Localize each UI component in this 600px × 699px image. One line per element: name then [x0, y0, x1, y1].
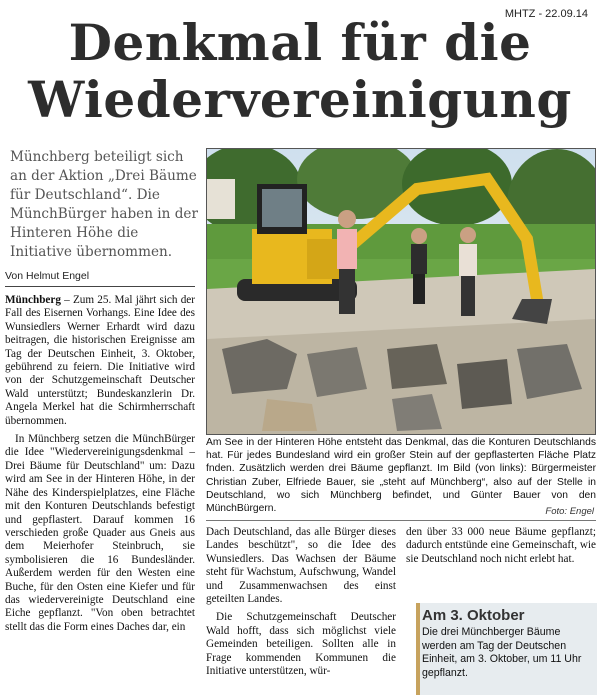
info-box-text: Die drei Münchberger Bäume werden am Tag der Deutschen Einheit, am 3. Oktober, um 11 Uhr gepflanzt.: [422, 626, 582, 679]
paragraph: Die Schutzgemeinschaft Deutscher Wald hofft, dass sich möglichst viele Gemeinden beteiligen. Sollten alle in Frage kommenden Kommunen die Initiative unterstützen, wür-: [206, 611, 396, 678]
article-column-2: [206, 526, 396, 683]
paragraph: den über 33 000 neue Bäume gepflanzt; dadurch entstünde eine Gemeinschaft, wie sie Deutschland noch nicht erlebt hat.: [406, 526, 596, 565]
paragraph: In Münchberg setzen die MünchBürger die Idee "Wiedervereinigungsdenkmal – Drei Bäume für Deutschland" um: Dazu wird am See in der Hinteren Höhe, in der Nähe des Kinderspielplatzes, eine Fläche mit den Konturen Deutschlands befestigt und gepflastert. Darauf kommen 16 verschieden große Quader aus Gneis aus dem Meierhofer Steinbruch, sie symbolisieren die 16 Bundesländer. Außerdem werden für den Westen eine Buche, für den Osten eine Kiefer und für das wiedervereinigte Deutschland eine Eiche gepflanzt. "Von oben betrachtet stellt das die Form eines Daches dar, ein: [5, 433, 195, 633]
paragraph: Dach Deutschland, das alle Bürger dieses Landes beschützt", so die Idee des Wunsiedlers. Das Wachsen der Bäume steht für Wachstum, Aufschwung, Wandel und Zusammenwachsen des einst geteilten Landes.: [206, 526, 396, 606]
intro-text: Münchberg beteiligt sich an der Aktion „Drei Bäume für Deutschland“. Die MünchBürger haben in der Hinteren Höhe die Initiative übernommen.: [10, 149, 198, 260]
source-date: MHTZ - 22.09.14: [504, 8, 588, 20]
photo-caption: Am See in der Hinteren Höhe entsteht das Denkmal, das die Konturen Deutschlands hat. Für jedes Bundesland wird ein großer Stein auf der gepflasterten Fläche Platz fnden. Zusätzlich werden drei Bäume gepflanzt. Im Bild (von links): Bürgermeister Christian Zuber, Elfriede Bauer, sie „steht auf Münchberg“, also auf der Stelle in Deutschland, wo sich Münchberg befindet, und Günter Bauer von den MünchBürgern.: [206, 437, 596, 515]
divider: [206, 520, 596, 521]
headline-line-2: Wiedervereinigung: [28, 70, 572, 129]
paragraph: [5, 294, 195, 428]
headline: [0, 14, 600, 128]
divider: [5, 286, 195, 287]
info-box: [416, 603, 597, 695]
article-photo: [206, 148, 596, 435]
photo-credit: Foto: Engel: [545, 506, 594, 517]
author-byline: Von Helmut Engel: [5, 270, 90, 282]
info-box-title: Am 3. Oktober: [422, 607, 525, 624]
headline-line-1: Denkmal für die: [68, 13, 532, 72]
article-column-1: [5, 294, 195, 639]
dateline: Münchberg: [5, 294, 61, 306]
paragraph-text: – Zum 25. Mal jährt sich der Fall des Eisernen Vorhangs. Eine Idee des Wunsiedlers Werner Erhardt wird dazu beitragen, die historischen Ereignisse am Tag der Deutschen Einheit, 3. Oktober, gebührend zu feiern. Die Initiative wird von der Schutzgemeinschaft Deutscher Wald unterstützt; Bundeskanzlerin Dr. Angela Merkel hat die Schirmherrschaft übernommen.: [5, 294, 195, 427]
article-column-3: [406, 526, 596, 566]
info-box-accent: [416, 603, 420, 695]
